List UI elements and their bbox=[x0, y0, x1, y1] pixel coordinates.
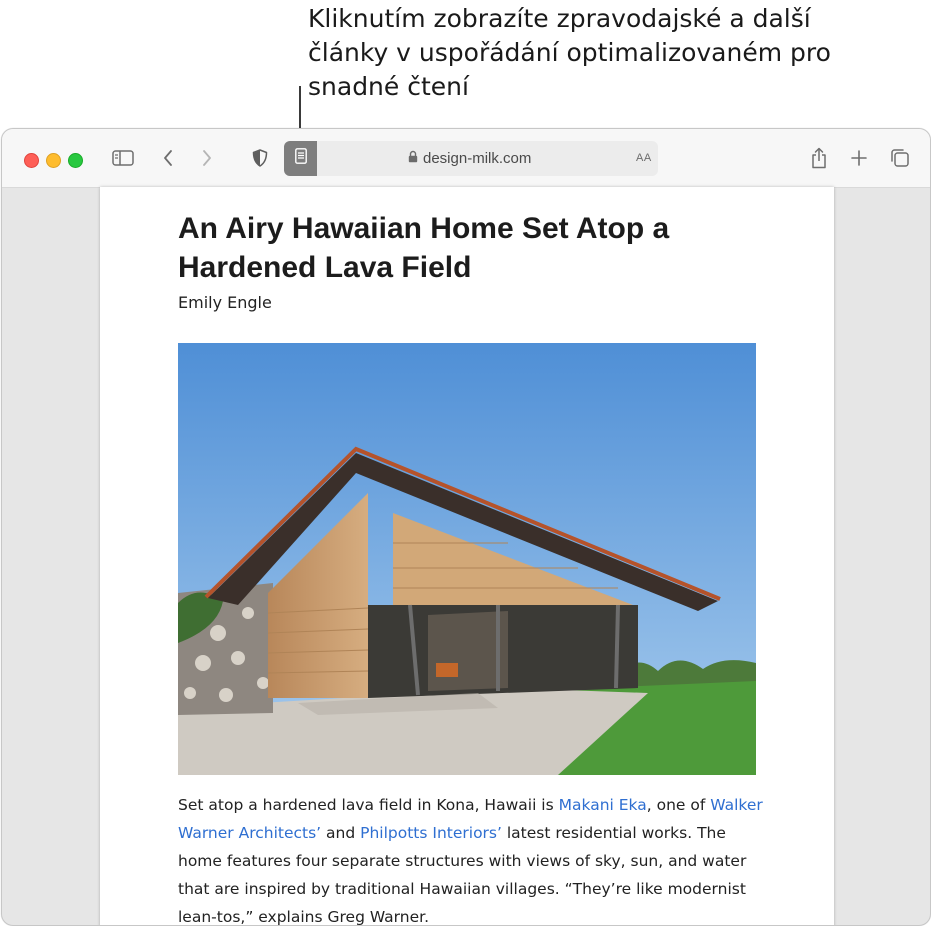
safari-window bbox=[1, 128, 931, 926]
url-display[interactable] bbox=[408, 142, 531, 175]
callout-line-1: Kliknutím zobrazíte zpravodajské a další bbox=[308, 4, 811, 33]
lock-icon bbox=[408, 142, 418, 175]
link-philpotts-interiors[interactable]: Philpotts Interiors’ bbox=[360, 824, 502, 842]
body-text-4: latest residential works. The home features four separate structures with views of sky, sun, and water that are inspired by traditional Hawaiian villages. “They’re like modernist lean-tos,” explains Greg Warner. bbox=[178, 824, 747, 926]
reader-callout-text bbox=[308, 2, 908, 104]
callout-line-3: snadné čtení bbox=[308, 72, 469, 101]
article-author: Emily Engle bbox=[178, 293, 272, 312]
url-text: design-milk.com bbox=[423, 150, 532, 167]
article-title bbox=[178, 209, 778, 287]
back-icon[interactable] bbox=[159, 146, 177, 170]
body-text-3: and bbox=[321, 824, 361, 842]
tab-overview-icon[interactable] bbox=[889, 146, 911, 170]
toolbar bbox=[2, 129, 930, 188]
privacy-shield-icon[interactable] bbox=[251, 146, 269, 170]
new-tab-icon[interactable] bbox=[849, 146, 869, 170]
sidebar-icon[interactable] bbox=[111, 146, 135, 170]
reader-button[interactable] bbox=[284, 141, 317, 176]
article-body-paragraph bbox=[178, 791, 768, 926]
close-window-button[interactable] bbox=[24, 153, 39, 168]
reader-icon bbox=[295, 148, 307, 169]
minimize-window-button[interactable] bbox=[46, 153, 61, 168]
article-title-line-1: An Airy Hawaiian Home Set Atop a bbox=[178, 212, 670, 245]
body-text-1: Set atop a hardened lava field in Kona, Hawaii is bbox=[178, 796, 559, 814]
link-makani-eka[interactable]: Makani Eka bbox=[558, 796, 647, 814]
zoom-window-button[interactable] bbox=[68, 153, 83, 168]
callout-line-2: články v uspořádání optimalizovaném pro bbox=[308, 38, 831, 67]
forward-icon[interactable] bbox=[198, 146, 216, 170]
link-walker-warner-architects[interactable]: Walker Warner Architects’ bbox=[178, 796, 763, 842]
page-text-size-button[interactable]: AA bbox=[636, 152, 652, 164]
share-icon[interactable] bbox=[809, 146, 829, 170]
body-text-2: , one of bbox=[646, 796, 711, 814]
article-title-line-2: Hardened Lava Field bbox=[178, 251, 472, 284]
reader-view-article bbox=[100, 187, 834, 926]
article-photo bbox=[178, 343, 756, 775]
